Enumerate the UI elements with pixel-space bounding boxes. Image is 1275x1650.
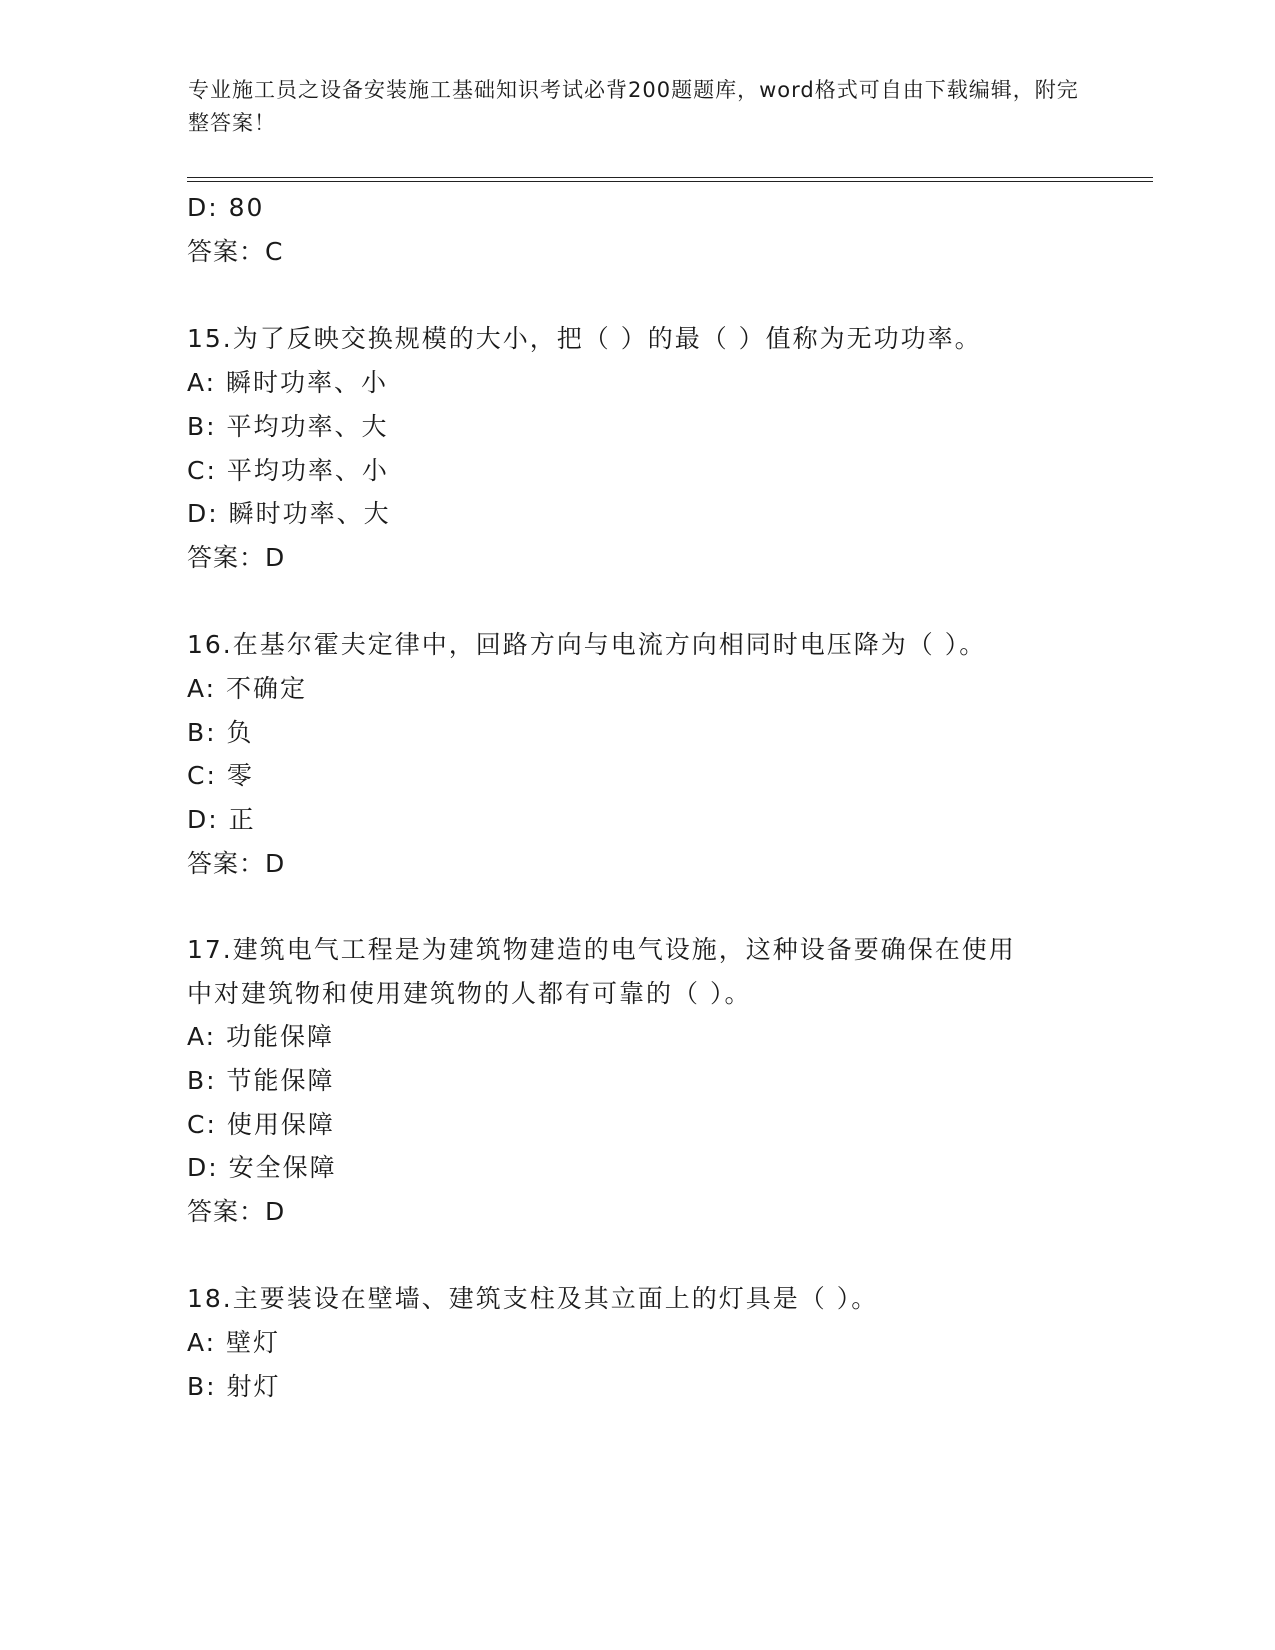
page-header-title: 专业施工员之设备安装施工基础知识考试必背200题题库，word格式可自由下载编辑，附完整答案！ bbox=[188, 78, 1079, 135]
question-16-answer: 答案：D bbox=[187, 849, 286, 878]
question-16-option-d: D: 正 bbox=[187, 805, 256, 834]
question-15-answer: 答案：D bbox=[187, 543, 286, 572]
option-d: D: 80 bbox=[187, 193, 265, 222]
header-divider-bottom bbox=[187, 181, 1153, 182]
question-17-stem-line-1: 17.建筑电气工程是为建筑物建造的电气设施，这种设备要确保在使用 bbox=[187, 935, 1016, 964]
question-18-option-b: B: 射灯 bbox=[187, 1372, 281, 1401]
question-15-option-b: B: 平均功率、大 bbox=[187, 412, 389, 441]
question-17-option-c: C: 使用保障 bbox=[187, 1110, 335, 1139]
question-17-answer: 答案：D bbox=[187, 1197, 286, 1226]
question-15-stem: 15.为了反映交换规模的大小，把（ ）的最（ ）值称为无功功率。 bbox=[187, 324, 982, 353]
header-divider-top bbox=[187, 177, 1153, 178]
question-15-option-c: C: 平均功率、小 bbox=[187, 456, 389, 485]
question-18-option-a: A: 壁灯 bbox=[187, 1328, 281, 1357]
question-16-option-a: A: 不确定 bbox=[187, 674, 308, 703]
question-17-stem-line-2: 中对建筑物和使用建筑物的人都有可靠的（ ）。 bbox=[187, 979, 752, 1008]
question-17-option-d: D: 安全保障 bbox=[187, 1153, 337, 1182]
question-17-option-a: A: 功能保障 bbox=[187, 1022, 335, 1051]
question-16-option-b: B: 负 bbox=[187, 718, 254, 747]
question-16-stem: 16.在基尔霍夫定律中，回路方向与电流方向相同时电压降为（ ）。 bbox=[187, 630, 987, 659]
question-15-option-a: A: 瞬时功率、小 bbox=[187, 368, 389, 397]
answer-label: 答案：C bbox=[187, 237, 284, 266]
question-18-stem: 18.主要装设在壁墙、建筑支柱及其立面上的灯具是（ ）。 bbox=[187, 1284, 879, 1313]
question-16-option-c: C: 零 bbox=[187, 761, 254, 790]
question-17-option-b: B: 节能保障 bbox=[187, 1066, 335, 1095]
question-15-option-d: D: 瞬时功率、大 bbox=[187, 499, 391, 528]
